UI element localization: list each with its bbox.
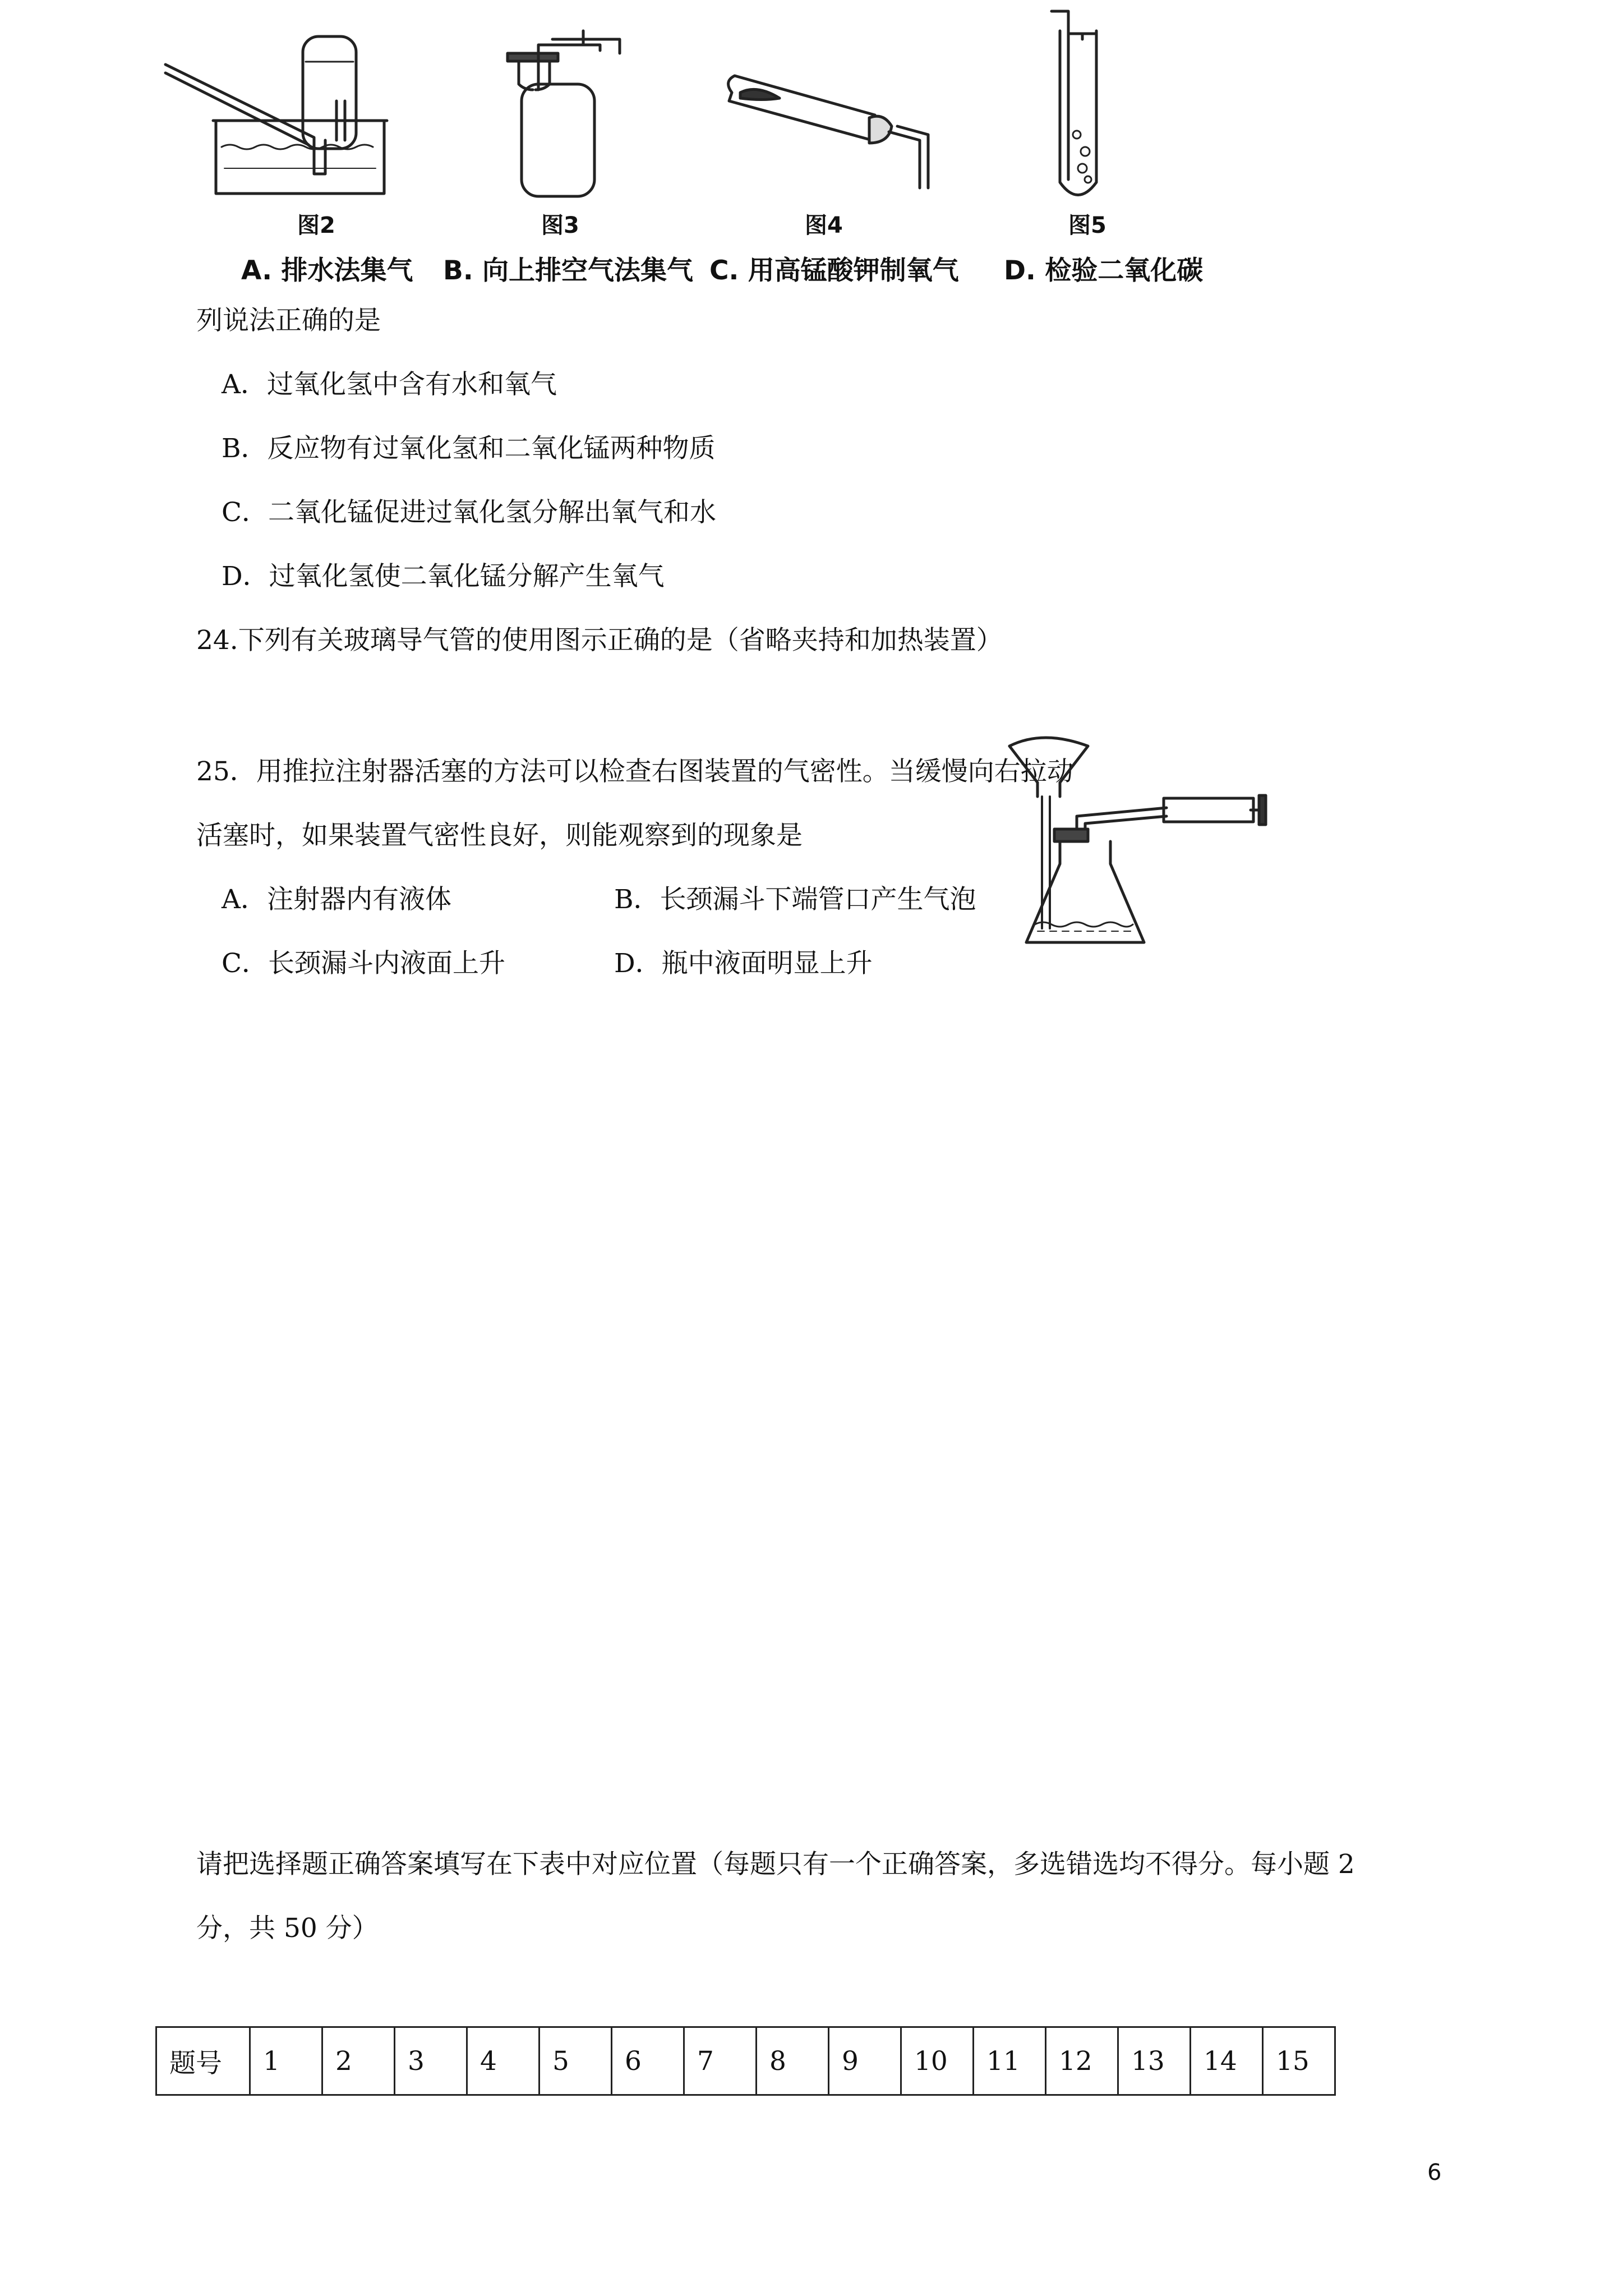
- fig-option-c: C. 用高锰酸钾制氧气: [709, 255, 959, 286]
- q24-stem: 24.下列有关玻璃导气管的使用图示正确的是（省略夹持和加热装置）: [196, 625, 1003, 656]
- answer-table: [155, 2026, 1336, 2096]
- instructions-line2: 分，共 50 分）: [196, 1913, 379, 1944]
- question-number-cell: 15: [1263, 2027, 1335, 2095]
- question-number-cell: 3: [395, 2027, 467, 2095]
- question-number-cell: 1: [250, 2027, 322, 2095]
- question-number-cell: 13: [1118, 2027, 1191, 2095]
- fig2-label: 图2: [297, 213, 335, 238]
- fig-option-b: B. 向上排空气法集气: [443, 255, 694, 286]
- question-number-cell: 6: [612, 2027, 684, 2095]
- fig5-label: 图5: [1068, 213, 1106, 238]
- q25-apparatus: [0, 0, 1623, 1010]
- q23-option-c: C．二氧化锰促进过氧化氢分解出氧气和水: [222, 497, 716, 528]
- question-number-cell: 10: [901, 2027, 974, 2095]
- instructions-line1: 请把选择题正确答案填写在下表中对应位置（每题只有一个正确答案，多选错选均不得分。每小题 2: [196, 1849, 1355, 1880]
- question-number-cell: 14: [1191, 2027, 1263, 2095]
- page-number: 6: [1427, 2160, 1442, 2185]
- question-number-cell: 9: [829, 2027, 901, 2095]
- question-number-cell: 8: [757, 2027, 829, 2095]
- q25-stem-line2: 活塞时，如果装置气密性良好，则能观察到的现象是: [196, 820, 803, 851]
- question-number-cell: 11: [974, 2027, 1046, 2095]
- fig3-label: 图3: [541, 213, 579, 238]
- q25-option-d: D．瓶中液面明显上升: [614, 948, 873, 979]
- q23-option-a: A．过氧化氢中含有水和氧气: [222, 369, 557, 400]
- answer-table-row: [156, 2027, 1335, 2095]
- fig-option-d: D. 检验二氧化碳: [1004, 255, 1204, 286]
- q23-option-b: B．反应物有过氧化氢和二氧化锰两种物质: [222, 433, 716, 464]
- q23-option-d: D．过氧化氢使二氧化锰分解产生氧气: [222, 561, 665, 592]
- question-number-cell: 4: [467, 2027, 540, 2095]
- q25-option-a: A．注射器内有液体: [222, 884, 451, 915]
- table-header-cell: 题号: [156, 2027, 250, 2095]
- q23-stem-tail: 列说法正确的是: [196, 305, 381, 336]
- question-number-cell: 12: [1046, 2027, 1118, 2095]
- question-number-cell: 2: [322, 2027, 395, 2095]
- question-number-cell: 7: [684, 2027, 757, 2095]
- fig4-label: 图4: [805, 213, 843, 238]
- q25-option-b: B．长颈漏斗下端管口产生气泡: [614, 884, 976, 915]
- q25-stem-line1: 25．用推拉注射器活塞的方法可以检查右图装置的气密性。当缓慢向右拉动: [196, 756, 1073, 787]
- question-number-cell: 5: [540, 2027, 612, 2095]
- q25-option-c: C．长颈漏斗内液面上升: [222, 948, 505, 979]
- fig-option-a: A. 排水法集气: [241, 255, 413, 286]
